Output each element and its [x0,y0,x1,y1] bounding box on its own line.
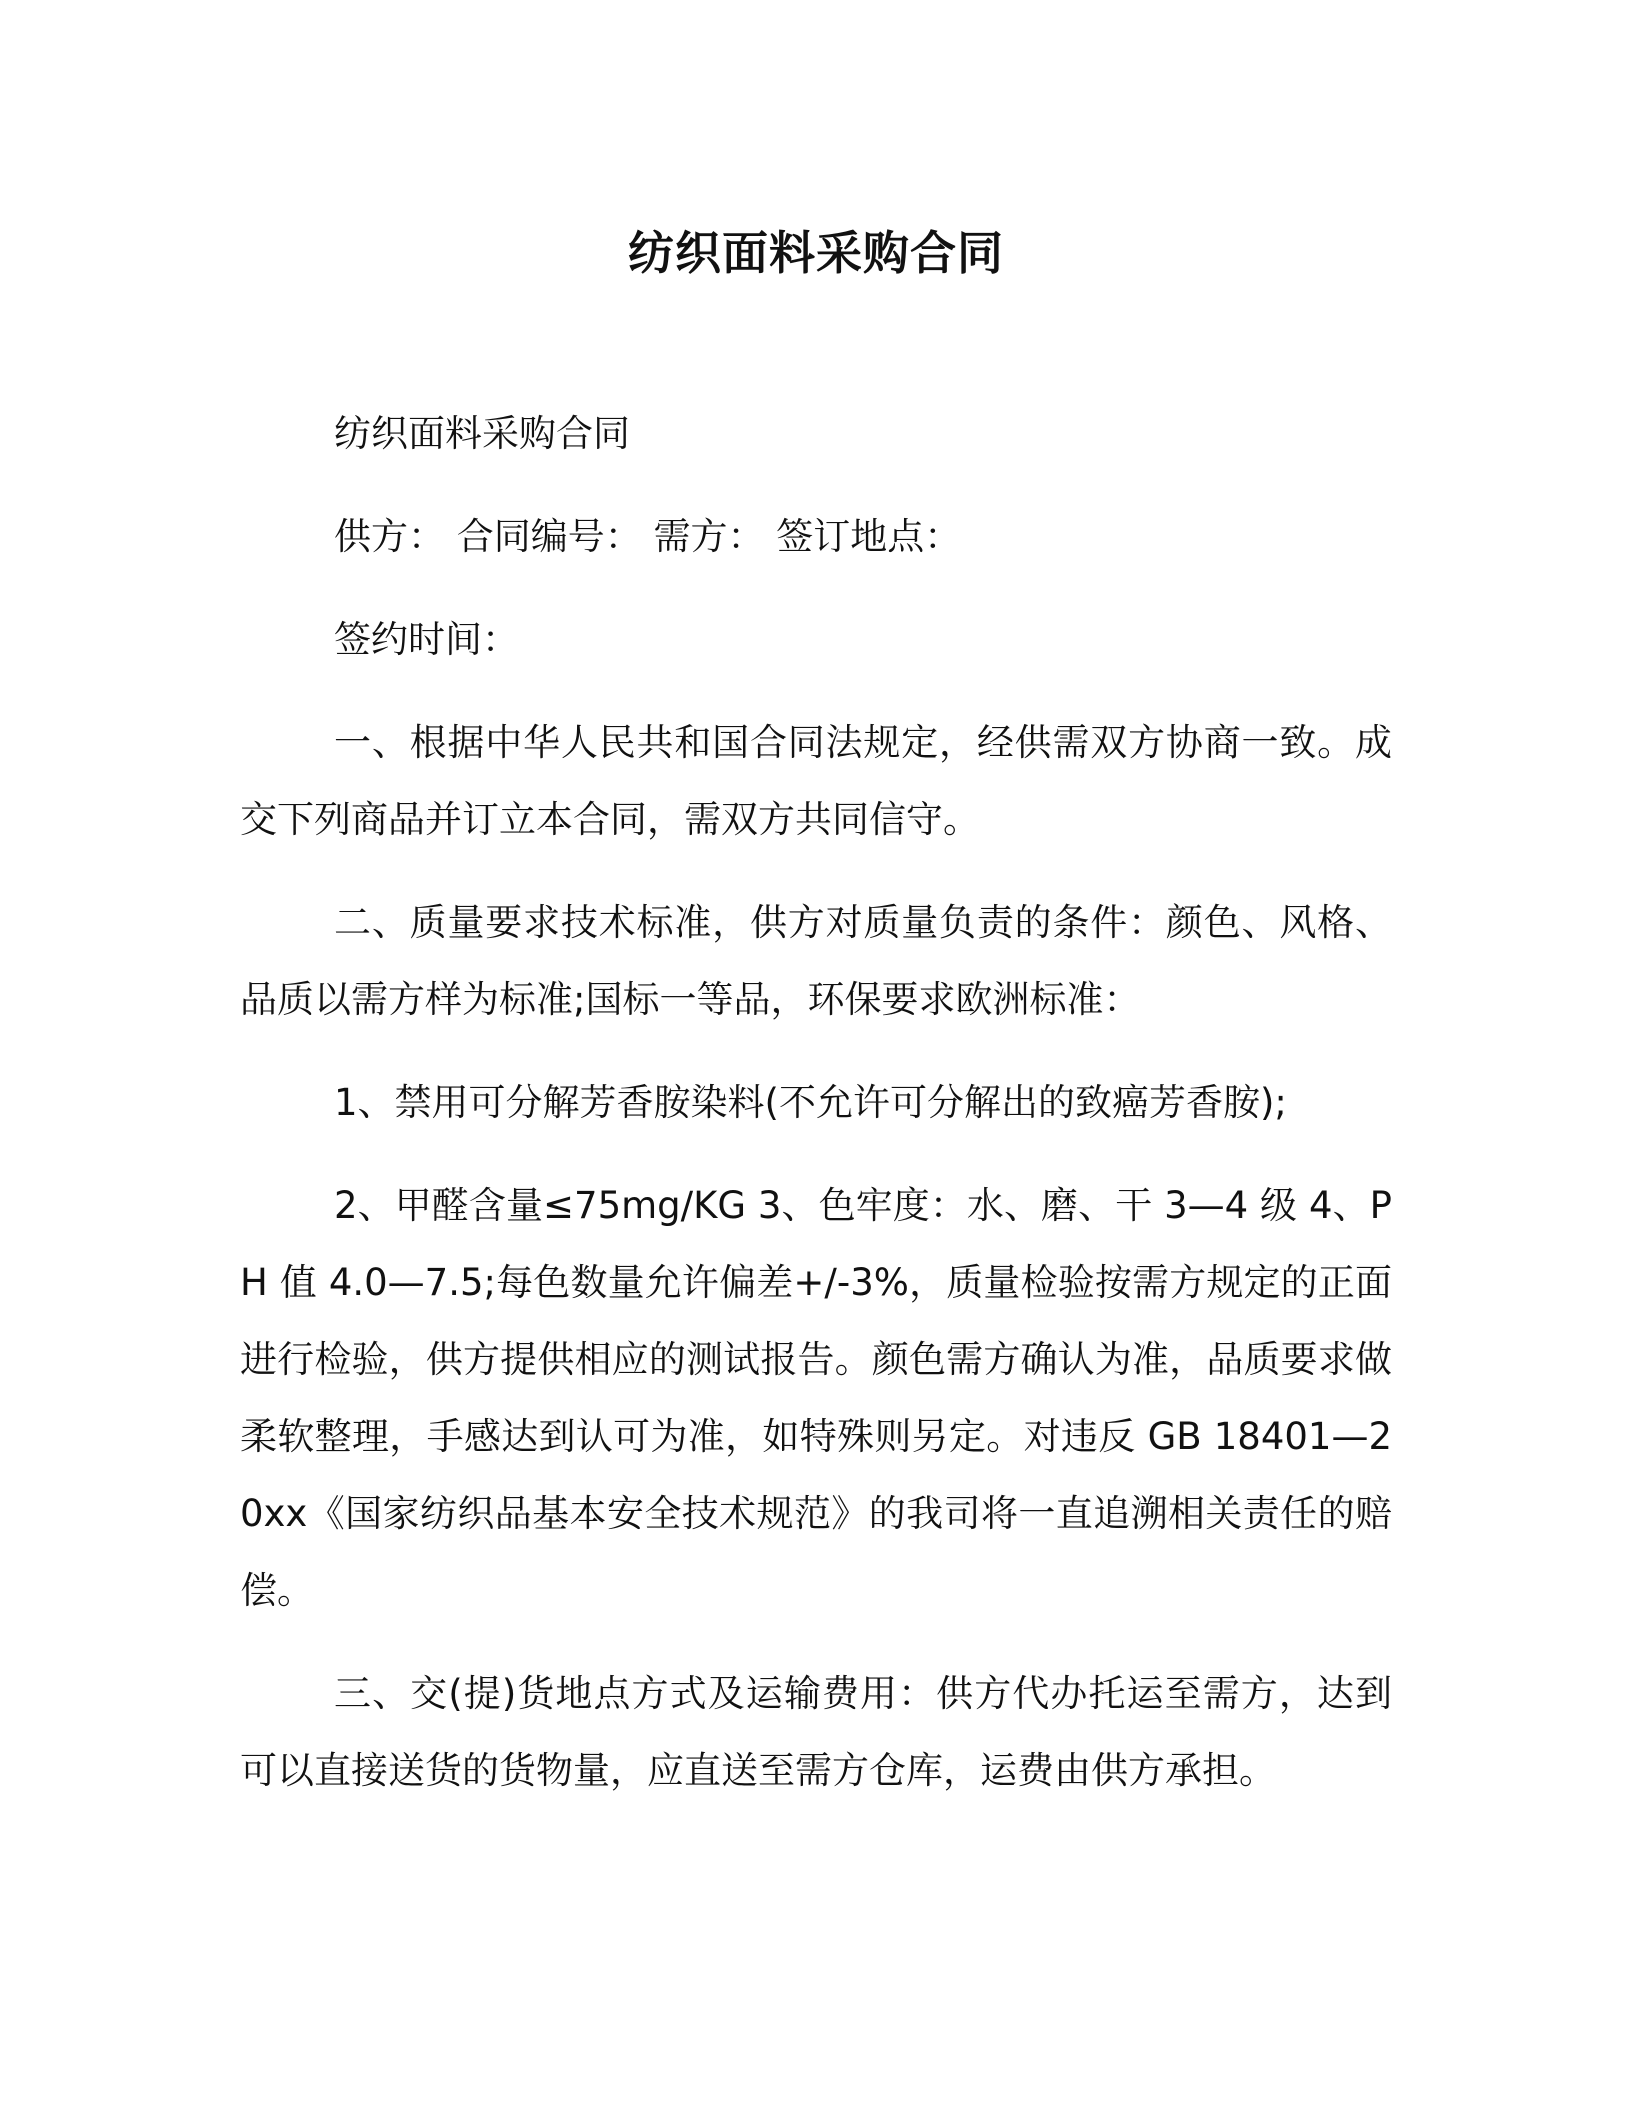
paragraph-clause-3: 三、交(提)货地点方式及运输费用：供方代办托运至需方，达到可以直接送货的货物量，应直送至需方仓库，运费由供方承担。 [240,1672,1392,1792]
paragraph-clause-1: 一、根据中华人民共和国合同法规定，经供需双方协商一致。成交下列商品并订立本合同，需双方共同信守。 [240,721,1392,841]
paragraph-sign-date: 签约时间： [334,618,519,661]
document-body [240,395,1392,1835]
document-title: 纺织面料采购合同 [628,226,1004,280]
paragraph-clause-2: 二、质量要求技术标准，供方对质量负责的条件：颜色、风格、品质以需方样为标准;国标一等品，环保要求欧洲标准： [240,901,1392,1021]
paragraph-clause-2-item-2: 2、甲醛含量≤75mg/KG 3、色牢度：水、磨、干 3—4 级 4、PH 值 4.0—7.5;每色数量允许偏差+/-3%，质量检验按需方规定的正面进行检验，供方提供相应的测试报告。颜色需方确认为准，品质要求做柔软整理，手感达到认可为准，如特殊则另定。对违反 GB 18401—20xx《国家纺织品基本安全技术规范》的我司将一直追溯相关责任的赔偿。 [240,1184,1392,1612]
paragraph-heading: 纺织面料采购合同 [334,412,630,455]
paragraph-clause-2-item-1: 1、禁用可分解芳香胺染料(不允许可分解出的致癌芳香胺); [334,1081,1287,1124]
paragraph-parties: 供方： 合同编号： 需方： 签订地点： [334,515,962,558]
